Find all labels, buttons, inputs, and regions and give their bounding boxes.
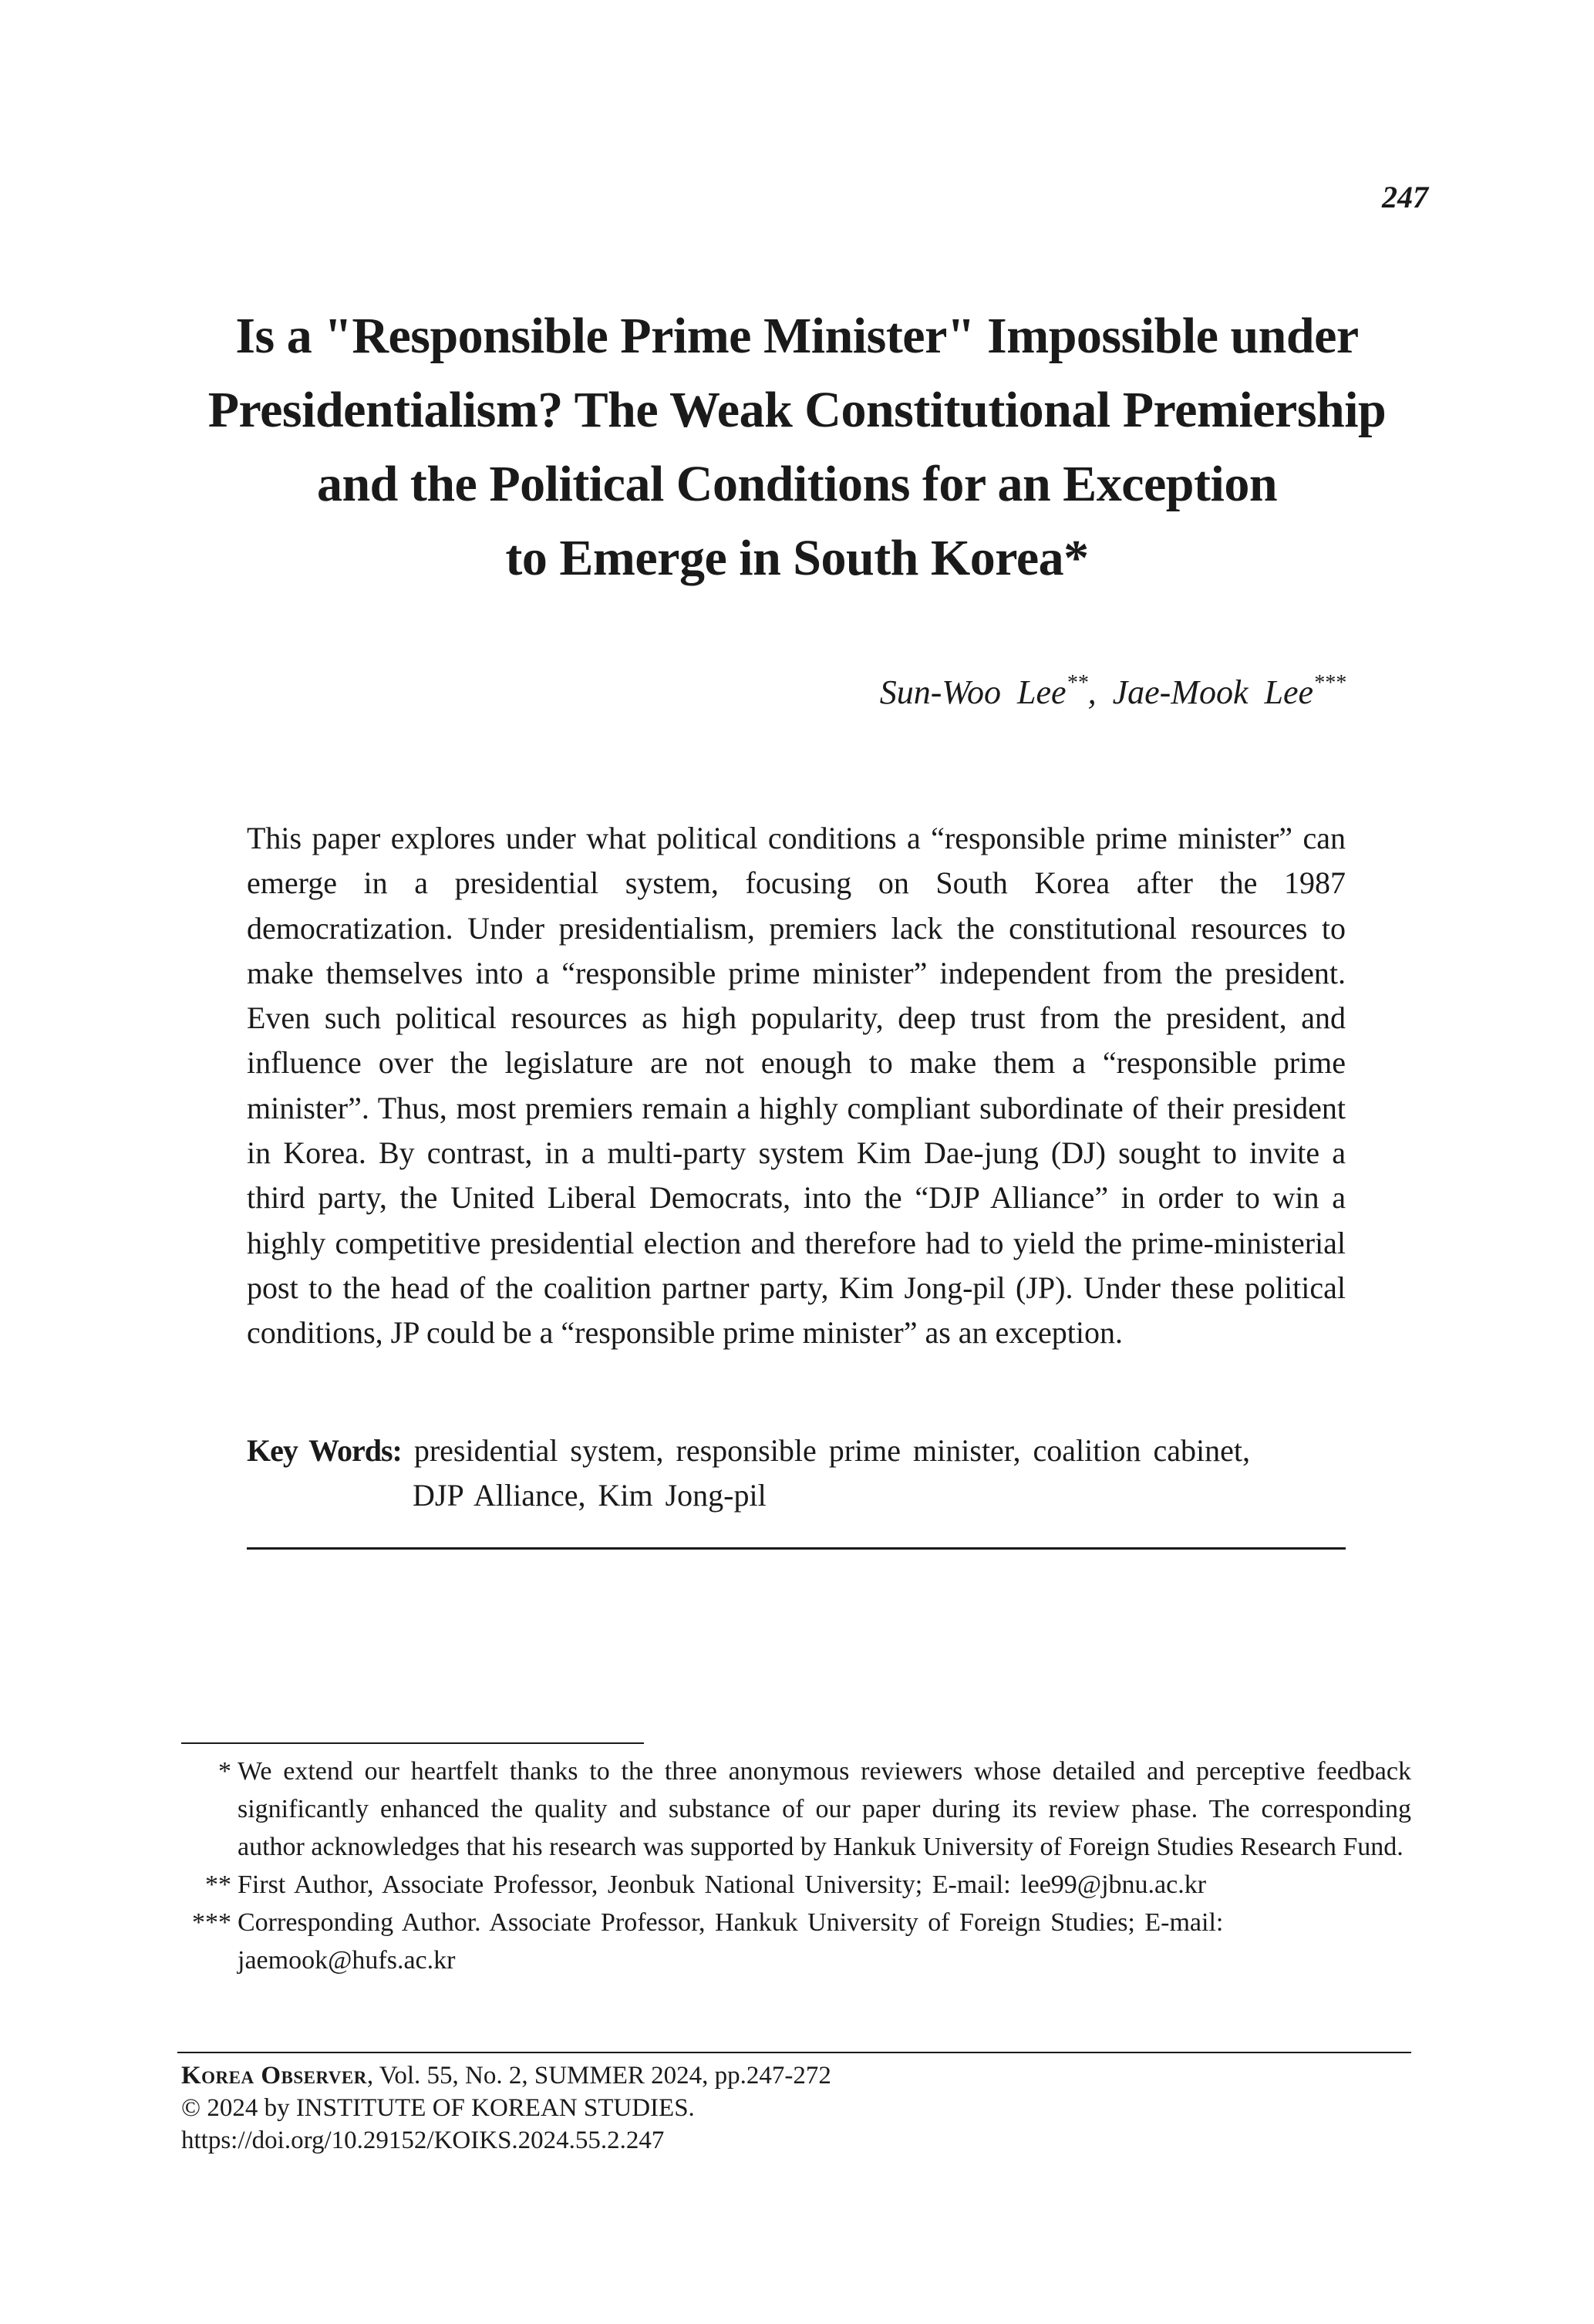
section-divider (247, 1547, 1346, 1550)
author-separator: , (1087, 673, 1097, 711)
author-name: Jae-Mook Lee (1112, 673, 1313, 711)
footnote (177, 1904, 1411, 1979)
footnotes (177, 1752, 1411, 1979)
footnote (177, 1752, 1411, 1866)
footnote-mark: * (218, 1757, 231, 1786)
footnote (177, 1866, 1411, 1904)
title-line: Presidentialism? The Weak Constitutional Premiership (207, 382, 1387, 438)
footnote-mark: ** (205, 1870, 231, 1899)
author-footnote-mark[interactable]: *** (1313, 671, 1346, 695)
journal-info (181, 2059, 831, 2157)
keywords-line (247, 1428, 1346, 1473)
footnote-text: Corresponding Author. Associate Professor, Hankuk University of Foreign Studies; E-mail: jaemook@hufs.ac.kr (238, 1908, 1224, 1975)
journal-divider (177, 2052, 1411, 2053)
title-line: Is a "Responsible Prime Minister" Impossible under (235, 308, 1359, 364)
author-name: Sun-Woo Lee (879, 673, 1067, 711)
journal-copyright: © 2024 by INSTITUTE OF KOREAN STUDIES. (181, 2094, 695, 2122)
keywords-text: DJP Alliance, Kim Jong-pil (413, 1478, 767, 1513)
title-line: to Emerge in South Korea* (505, 530, 1089, 586)
journal-name: Korea Observer (181, 2062, 367, 2090)
paper-title (193, 299, 1401, 595)
keywords (247, 1428, 1346, 1518)
keywords-text: presidential system, responsible prime minister, coalition cabinet, (413, 1433, 1250, 1468)
page-number: 247 (1382, 180, 1428, 214)
footnote-text: We extend our heartfelt thanks to the three anonymous reviewers whose detailed and perceptive feedback significantly enhanced the quality and substance of our paper during its review phase. The corresponding author acknowledges that his research was supported by Hankuk University of Foreign Studies Research Fund. (238, 1757, 1411, 1861)
journal-citation: , Vol. 55, No. 2, SUMMER 2024, pp.247-272 (366, 2062, 831, 2090)
author-footnote-mark[interactable]: ** (1066, 671, 1088, 695)
doi-link[interactable]: https://doi.org/10.29152/KOIKS.2024.55.2.247 (181, 2127, 665, 2154)
title-line: and the Political Conditions for an Exception (316, 456, 1278, 512)
author-list (880, 673, 1346, 712)
keywords-label: Key Words: (247, 1433, 402, 1468)
footnote-mark: *** (192, 1908, 231, 1937)
footnote-divider (181, 1742, 644, 1744)
footnote-text: First Author, Associate Professor, Jeonbuk National University; E-mail: lee99@jbnu.ac.kr (238, 1870, 1207, 1899)
journal-citation-line (181, 2059, 831, 2092)
abstract: This paper explores under what political conditions a “responsible prime minister” can emerge in a presidential system, focusing on South Korea after the 1987 democratization. Under presidentialism, premiers lack the constitutional resources to make themselves into a “responsible prime minister” independent from the president. Even such political resources as high popularity, deep trust from the president, and influence over the legislature are not enough to make them a “responsible prime minister”. Thus, most premiers remain a highly compliant subordinate of their president in Korea. By contrast, in a multi-party system Kim Dae-jung (DJ) sought to invite a third party, the United Liberal Democrats, into the “DJP Alliance” in order to win a highly competitive presidential election and therefore had to yield the prime-ministerial post to the head of the coalition partner party, Kim Jong-pil (JP). Under these political conditions, JP could be a “responsible prime minister” as an exception. (247, 821, 1346, 1351)
